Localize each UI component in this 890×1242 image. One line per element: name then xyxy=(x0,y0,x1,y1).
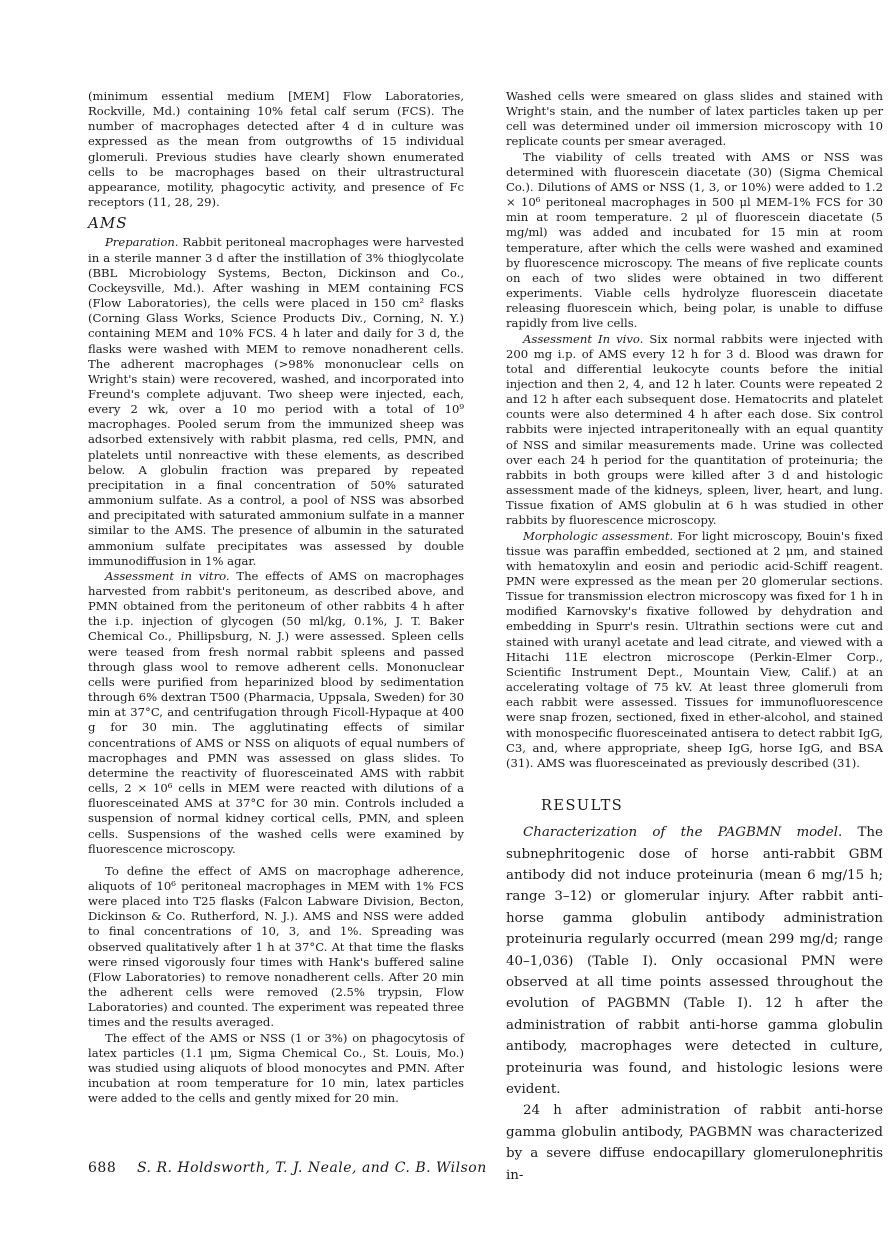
paragraph-macrophage-adherence: To define the effect of AMS on macrophage adherence, aliquots of 10⁶ peritoneal macrophages in MEM with 1% FCS were placed into T25 flasks (Falcon Labware Division, Becton, Dickinson & Co. Rutherford, N. J.). AMS and NSS were added to final concentrations of 10, 3, and 1%. Spreading was observed qualitatively after 1 h at 37°C. At that time the flasks were rinsed vigorously four times with Hank's buffered saline (Flow Laboratories) to remove nonadherent cells. After 20 min the adherent cells were removed (2.5% trypsin, Flow Laboratories) and counted. The experiment was repeated three times and the results averaged. xyxy=(88,863,464,1030)
subheading-preparation: Preparation. xyxy=(105,235,179,250)
preparation-text: Rabbit peritoneal macrophages were harvested in a sterile manner 3 d after the instillation of 3% thioglycolate (BBL Microbiology Systems, Becton, Dickinson and Co., Cockeysville, Md.). After washing in MEM containing FCS (Flow Laboratories), the cells were placed in 150 cm² flasks (Corning Glass Works, Science Products Div., Corning, N. Y.) containing MEM and 10% FCS. 4 h later and daily for 3 d, the flasks were washed with MEM to remove nonadherent cells. The adherent macrophages (>98% mononuclear cells on Wright's stain) were recovered, washed, and incorporated into Freund's complete adjuvant. Two sheep were injected, each, every 2 wk, over a 10 mo period with a total of 10⁹ macrophages. Pooled serum from the immunized sheep was adsorbed extensively with rabbit plasma, red cells, PMN, and platelets until nonreactive with these elements, as described below. A globulin fraction was prepared by repeated precipitation in a final concentration of 50% saturated ammonium sulfate. As a control, a pool of NSS was absorbed and precipitated with saturated ammonium sulfate in a manner similar to the AMS. The presence of albumin in the saturated ammonium sulfate precipitates was assessed by double immunodiffusion in 1% agar. xyxy=(88,235,464,568)
subheading-assessment-in-vivo: Assessment In vivo. xyxy=(523,331,644,346)
page-footer xyxy=(88,1160,487,1176)
paragraph-latex-continued: Washed cells were smeared on glass slides and stained with Wright's stain, and the number of latex particles taken up per cell was determined under oil immersion microscopy with 10 replicate counts per smear averaged. xyxy=(506,89,883,149)
right-column xyxy=(506,89,883,1186)
running-authors: S. R. Holdsworth, T. J. Neale, and C. B. Wilson xyxy=(136,1160,487,1176)
paragraph-characterization xyxy=(506,822,883,1100)
subheading-characterization: Characterization of the PAGBMN model. xyxy=(523,825,843,841)
paragraph-morphologic-assessment xyxy=(506,529,883,772)
page-number: 688 xyxy=(88,1160,117,1176)
paragraph-24h-findings: 24 h after administration of rabbit anti-horse gamma globulin antibody, PAGBMN was characterized by a severe diffuse endocapillary glomerulonephritis in- xyxy=(506,1103,883,1183)
paragraph-viability: The viability of cells treated with AMS or NSS was determined with fluorescein diacetate (30) (Sigma Chemical Co.). Dilutions of AMS or NSS (1, 3, or 10%) were added to 1.2 × 10⁶ peritoneal macrophages in 500 μl MEM-1% FCS for 30 min at room temperature. 2 μl of fluorescein diacetate (5 mg/ml) was added and incubated for 15 min at room temperature, after which the cells were washed and examined by fluorescence microscopy. The means of five replicate counts on each of two slides were obtained in two different experiments. Viable cells hydrolyze fluorescein diacetate releasing fluorescein which, being polar, is unable to diffuse rapidly from live cells. xyxy=(506,149,883,331)
subheading-assessment-in-vitro: Assessment in vitro. xyxy=(105,568,230,583)
assessment-in-vivo-text: Six normal rabbits were injected with 200 mg i.p. of AMS every 12 h for 3 d. Blood was drawn for total and differential leukocyte counts before the initial injection and then 2, 4, and 12 h later. Counts were repeated 2 and 12 h after each subsequent dose. Hematocrits and platelet counts were also determined 4 h after each dose. Six control rabbits were injected intraperitoneally with an equal quantity of NSS and similar measurements made. Urine was collected over each 24 h period for the quantitation of proteinuria; the rabbits in both groups were killed after 3 d and histologic assessment made of the kidneys, spleen, liver, heart, and lung. Tissue fixation of AMS globulin at 6 h was studied in other rabbits by fluorescence microscopy. xyxy=(506,331,884,528)
paragraph-culture-continued: (minimum essential medium [MEM] Flow Laboratories, Rockville, Md.) containing 10% fetal calf serum (FCS). The number of macrophages detected after 4 d in culture was expressed as the mean from outgrowths of 15 individual glomeruli. Previous studies have clearly shown enumerated cells to be macrophages based on their ultrastructural appearance, motility, phagocytic activity, and presence of Fc receptors (11, 28, 29). xyxy=(88,89,464,210)
section-heading-results: RESULTS xyxy=(541,798,624,815)
paragraph-phagocytosis: The effect of the AMS or NSS (1 or 3%) on phagocytosis of latex particles (1.1 μm, Sigma Chemical Co., St. Louis, Mo.) was studied using aliquots of blood monocytes and PMN. After incubation at room temperature for 10 min, latex particles were added to the cells and gently mixed for 20 min. xyxy=(88,1030,464,1106)
morphologic-assessment-text: For light microscopy, Bouin's fixed tissue was paraffin embedded, sectioned at 2 μm, and stained with hematoxylin and eosin and periodic acid-Schiff reagent. PMN were expressed as the mean per 20 glomerular sections. Tissue for transmission electron microscopy was fixed for 1 h in modified Karnovsky's fixative followed by dehydration and embedding in Spurr's resin. Ultrathin sections were cut and stained with uranyl acetate and lead citrate, and viewed with a Hitachi 11E electron microscope (Perkin-Elmer Corp., Scientific Instrument Dept., Mountain View, Calif.) at an accelerating voltage of 75 kV. At least three glomeruli from each rabbit were assessed. Tissues for immunofluorescence were snap frozen, sectioned, fixed in ether-alcohol, and stained with monospecific fluoresceinated antisera to detect rabbit IgG, C3, and, where appropriate, sheep IgG, horse IgG, and BSA (31). AMS was fluoresceinated as previously described (31). xyxy=(506,528,883,770)
paragraph-preparation xyxy=(88,235,464,568)
results-body xyxy=(506,822,883,1186)
subheading-morphologic-assessment: Morphologic assessment. xyxy=(523,528,674,543)
assessment-in-vitro-text: The effects of AMS on macrophages harvested from rabbit's peritoneum, as described above, and PMN obtained from the peritoneum of other rabbits 4 h after the i.p. injection of glycogen (50 ml/kg, 0.1%, J. T. Baker Chemical Co., Phillipsburg, N. J.) were assessed. Spleen cells were teased from fresh normal rabbit spleens and passed through glass wool to remove adherent cells. Mononuclear cells were purified from heparinized blood by sedimentation through 6% dextran T500 (Pharmacia, Uppsala, Sweden) for 30 min at 37°C, and centrifugation through Ficoll-Hypaque at 400 g for 30 min. The agglutinating effects of similar concentrations of AMS or NSS on aliquots of equal numbers of macrophages and PMN was assessed on glass slides. To determine the reactivity of fluoresceinated AMS with rabbit cells, 2 × 10⁶ cells in MEM were reacted with dilutions of a fluoresceinated AMS at 37°C for 30 min. Controls included a suspension of normal kidney cortical cells, PMN, and spleen cells. Suspensions of the washed cells were examined by fluorescence microscopy. xyxy=(88,568,465,856)
left-column xyxy=(88,89,464,1106)
paragraph-assessment-in-vitro xyxy=(88,569,464,857)
section-heading-ams: AMS xyxy=(88,214,128,233)
paragraph-assessment-in-vivo xyxy=(506,332,883,529)
characterization-text: The subnephritogenic dose of horse anti-rabbit GBM antibody did not induce proteinuria (mean 6 mg/15 h; range 3–12) or glomerular injury. After rabbit anti-horse gamma globulin antibody administration proteinuria regularly occurred (mean 299 mg/d; range 40–1,036) (Table I). Only occasional PMN were observed at all time points assessed throughout the evolution of PAGBMN (Table I). 12 h after the administration of rabbit anti-horse gamma globulin antibody, macrophages were detected in culture, proteinuria was found, and histologic lesions were evident. xyxy=(506,825,883,1098)
